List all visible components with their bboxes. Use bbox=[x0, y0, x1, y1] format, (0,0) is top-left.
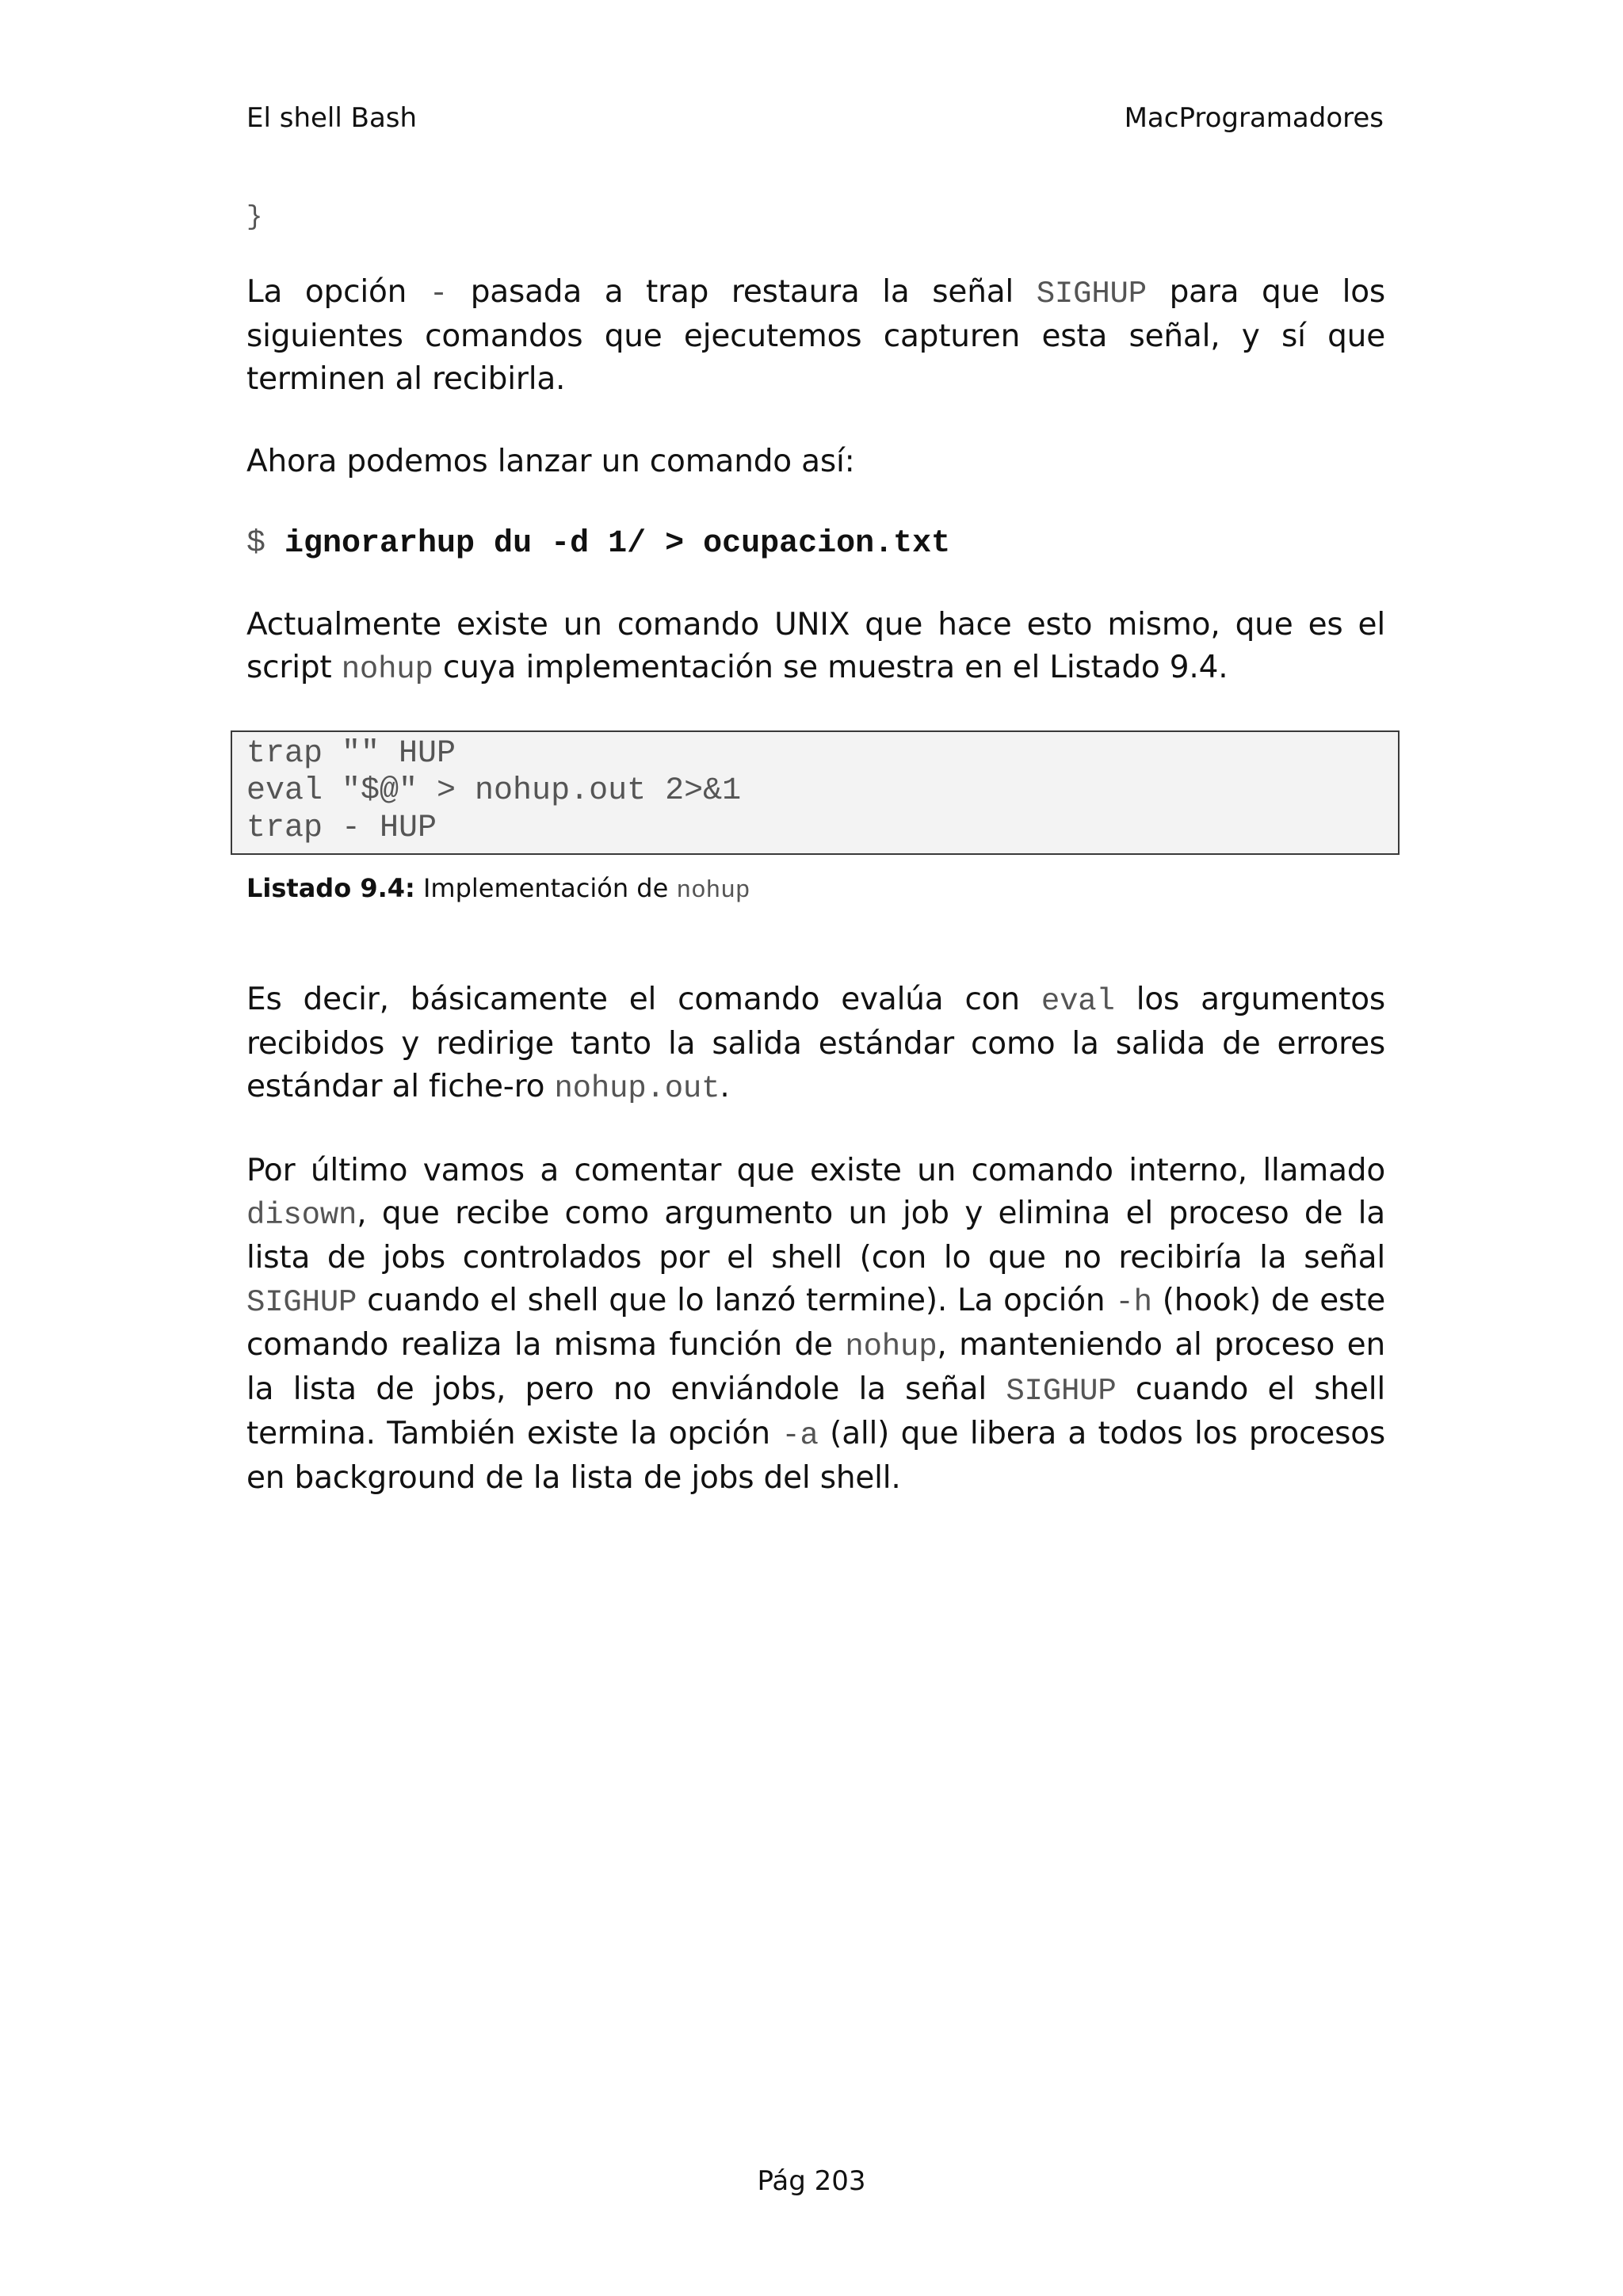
caption-label: Listado 9.4: bbox=[246, 873, 415, 903]
text-run: Es decir, básicamente el comando evalúa con bbox=[246, 982, 1041, 1017]
listing-line: trap "" HUP bbox=[246, 736, 456, 772]
running-header-title: El shell Bash bbox=[246, 102, 418, 134]
paragraph-disown bbox=[246, 1150, 1385, 1500]
text-run: . bbox=[720, 1069, 730, 1104]
inline-code: - bbox=[429, 277, 449, 311]
text-run: Actualmente existe un comando UNIX que hace esto mismo, que es el script bbox=[246, 607, 1385, 685]
text-run: , manteniendo al proceso en la lista de jobs, pero no enviándole la señal bbox=[246, 1327, 1385, 1407]
inline-code: nohup bbox=[676, 877, 750, 905]
listing-caption bbox=[246, 871, 1385, 909]
paragraph-nohup-intro bbox=[246, 604, 1385, 691]
inline-code: disown bbox=[246, 1198, 357, 1233]
listing-line: eval "$@" > nohup.out 2>&1 bbox=[246, 773, 742, 809]
inline-code: nohup bbox=[845, 1329, 938, 1364]
text-run: para que los siguientes comandos que ejecutemos capturen esta señal, y sí que terminen al recibirla. bbox=[246, 274, 1385, 397]
text-run: cuya implementación se muestra en el Listado 9.4. bbox=[433, 650, 1228, 685]
inline-code: SIGHUP bbox=[1036, 277, 1147, 311]
inline-code: SIGHUP bbox=[246, 1285, 357, 1320]
inline-code: -a bbox=[781, 1418, 819, 1453]
text-run: Por último vamos a comentar que existe un comando interno, llamado bbox=[246, 1153, 1385, 1188]
closing-brace: } bbox=[246, 203, 263, 233]
text-run: cuando el shell termina. También existe la opción bbox=[246, 1371, 1385, 1451]
inline-code: nohup.out bbox=[554, 1071, 720, 1106]
text-run: (hook) de este comando realiza la misma función de bbox=[246, 1283, 1385, 1363]
command-text: ignorarhup du -d 1/ > ocupacion.txt bbox=[285, 526, 951, 562]
text-run: pasada a trap restaura la señal bbox=[448, 274, 1037, 310]
paragraph-launch-command: Ahora podemos lanzar un comando así: bbox=[246, 444, 855, 479]
running-header-publisher: MacProgramadores bbox=[1124, 102, 1384, 134]
text-run: cuando el shell que lo lanzó termine). La opción bbox=[357, 1283, 1116, 1318]
text-run: (all) que libera a todos los procesos en background de la lista de jobs del shell. bbox=[246, 1416, 1386, 1496]
paragraph-trap-option bbox=[246, 271, 1385, 401]
inline-code: SIGHUP bbox=[1006, 1374, 1117, 1409]
text-run: La opción bbox=[246, 274, 430, 310]
shell-prompt: $ bbox=[246, 526, 285, 562]
command-example bbox=[246, 523, 1385, 566]
paragraph-eval-explanation bbox=[246, 978, 1385, 1110]
caption-text: Implementación de bbox=[414, 873, 677, 903]
inline-code: eval bbox=[1041, 984, 1115, 1019]
text-run: , que recibe como argumento un job y elimina el proceso de la lista de jobs controlados por el shell (con lo que no recibiría la señal bbox=[246, 1196, 1385, 1276]
code-listing bbox=[231, 730, 1400, 855]
page-number: Pág 203 bbox=[757, 2165, 866, 2197]
listing-line: trap - HUP bbox=[246, 810, 437, 846]
inline-code: nohup bbox=[341, 652, 433, 687]
page-content bbox=[246, 198, 1385, 1539]
inline-code: -h bbox=[1115, 1285, 1152, 1320]
text-run: los argumentos recibidos y redirige tanto la salida estándar como la salida de errores estándar al fiche-ro bbox=[246, 982, 1385, 1104]
